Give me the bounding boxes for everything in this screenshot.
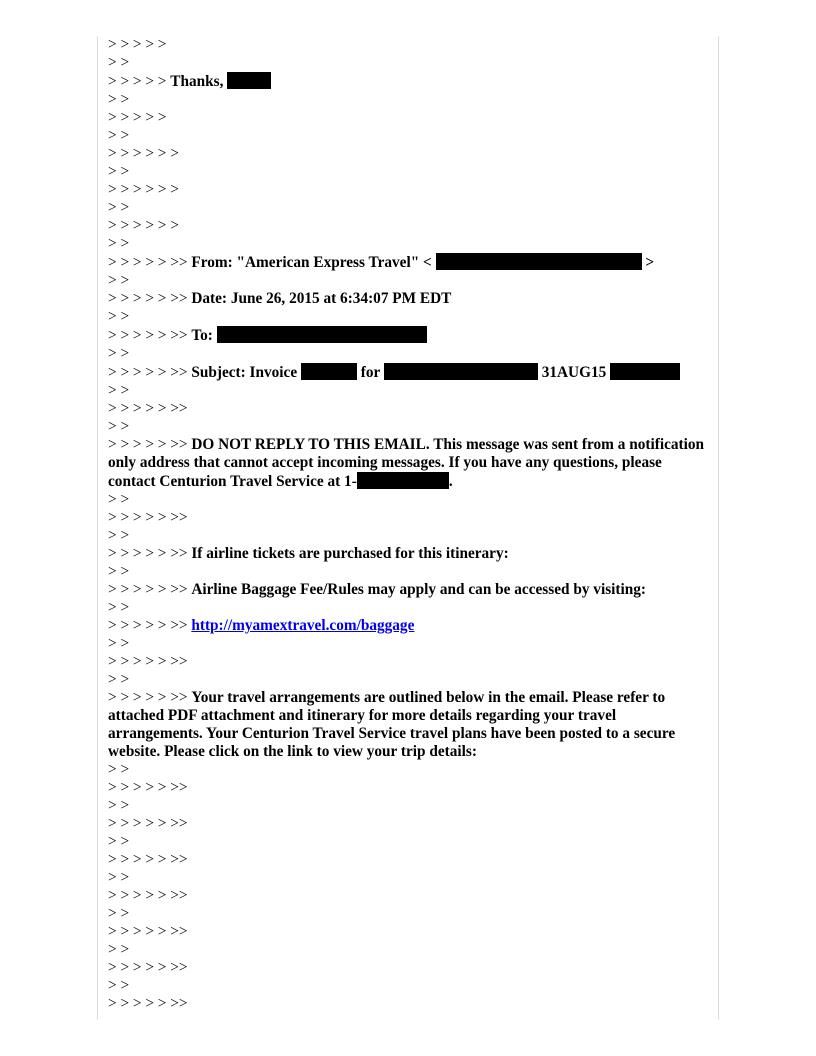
quote-line: > > > > > >> <box>108 815 188 832</box>
travel-arrangements-text: Your travel arrangements are outlined below in the email. Please refer to attached PDF attachment and itinerary for more details regarding your travel arrangements. Your Centurion Travel Service travel plans have been posted to a secure website. Please click on the link to view your trip details: <box>108 689 680 760</box>
redacted-invoice-number <box>301 363 357 380</box>
date-line <box>108 290 708 308</box>
quote-line: > > <box>108 235 130 252</box>
do-not-reply-paragraph <box>108 436 708 491</box>
quote-line: > > > > > <box>108 36 167 53</box>
quote-marker: > > > > > >> <box>108 364 192 381</box>
thanks-text: Thanks, <box>170 73 228 90</box>
quote-marker: > > > > > >> <box>108 254 192 271</box>
baggage-rules-line <box>108 581 708 599</box>
redacted-destination <box>610 363 680 380</box>
subject-for: for <box>356 364 384 381</box>
quote-line: > > <box>108 905 130 922</box>
to-line <box>108 326 708 345</box>
quote-marker: > > > > > >> <box>108 689 192 706</box>
airline-tickets-line <box>108 545 708 563</box>
baggage-rules-text: Airline Baggage Fee/Rules may apply and can be accessed by visiting: <box>191 581 647 598</box>
quote-marker: > > > > > >> <box>108 436 192 453</box>
date-text: Date: June 26, 2015 at 6:34:07 PM EDT <box>191 290 452 307</box>
quote-marker: > > > > > >> <box>108 290 192 307</box>
quote-marker: > > > > > >> <box>108 545 192 562</box>
quote-marker: > > > > > >> <box>108 327 192 344</box>
quote-line: > > > > > > <box>108 181 179 198</box>
quote-line: > > <box>108 163 130 180</box>
quote-line: > > > > > >> <box>108 851 188 868</box>
subject-date: 31AUG15 <box>537 364 611 381</box>
quote-line: > > <box>108 797 130 814</box>
quote-line: > > <box>108 345 130 362</box>
quote-line: > > > > > >> <box>108 923 188 940</box>
quote-marker: > > > > > <box>108 73 171 90</box>
redacted-recipient <box>217 326 427 343</box>
quote-line: > > <box>108 671 130 688</box>
quote-line: > > > > > >> <box>108 509 188 526</box>
quote-line: > > <box>108 272 130 289</box>
quote-line: > > <box>108 635 130 652</box>
subject-line <box>108 363 708 382</box>
quote-line: > > <box>108 199 130 216</box>
quote-line: > > <box>108 977 130 994</box>
quote-line: > > > > > > <box>108 217 179 234</box>
email-quoted-thread <box>108 36 708 1013</box>
quote-marker: > > > > > >> <box>108 617 192 634</box>
redacted-traveler <box>384 363 538 380</box>
quote-line: > > > > > >> <box>108 887 188 904</box>
quote-line: > > > > > <box>108 109 167 126</box>
quote-line: > > <box>108 869 130 886</box>
redacted-name <box>227 72 271 89</box>
quote-line: > > <box>108 761 130 778</box>
quote-line: > > <box>108 833 130 850</box>
subject-text: Subject: Invoice <box>191 364 301 381</box>
quote-line: > > <box>108 599 130 616</box>
quote-line: > > <box>108 491 130 508</box>
quote-line: > > <box>108 308 130 325</box>
quote-line: > > > > > >> <box>108 779 188 796</box>
quote-line: > > > > > > <box>108 145 179 162</box>
quote-marker: > > > > > >> <box>108 581 192 598</box>
from-text: From: "American Express Travel" < <box>191 254 436 271</box>
quote-line: > > <box>108 54 130 71</box>
airline-tickets-text: If airline tickets are purchased for this itinerary: <box>191 545 509 562</box>
to-text: To: <box>191 327 217 344</box>
quote-line: > > > > > >> <box>108 959 188 976</box>
quote-line: > > <box>108 382 130 399</box>
baggage-link-line <box>108 617 708 635</box>
redacted-email <box>436 253 642 270</box>
redacted-phone <box>357 472 449 489</box>
quote-line: > > <box>108 127 130 144</box>
do-not-reply-text: DO NOT REPLY TO THIS EMAIL. This message was sent from a notification only address that cannot accept incoming messages. If you have any questions, please contact Centurion Travel Service at 1- <box>108 436 708 490</box>
from-line <box>108 253 708 272</box>
do-not-reply-tail: . <box>448 473 453 490</box>
quote-line: > > > > > >> <box>108 653 188 670</box>
quote-line: > > <box>108 563 130 580</box>
quote-line: > > > > > >> <box>108 400 188 417</box>
quote-line: > > <box>108 91 130 108</box>
quote-line: > > <box>108 418 130 435</box>
quote-line: > > <box>108 941 130 958</box>
thanks-line <box>108 72 708 91</box>
baggage-link[interactable]: http://myamextravel.com/baggage <box>191 617 415 634</box>
quote-line: > > > > > >> <box>108 995 188 1012</box>
quote-line: > > <box>108 527 130 544</box>
from-tail: > <box>641 254 655 271</box>
travel-arrangements-paragraph <box>108 689 708 761</box>
